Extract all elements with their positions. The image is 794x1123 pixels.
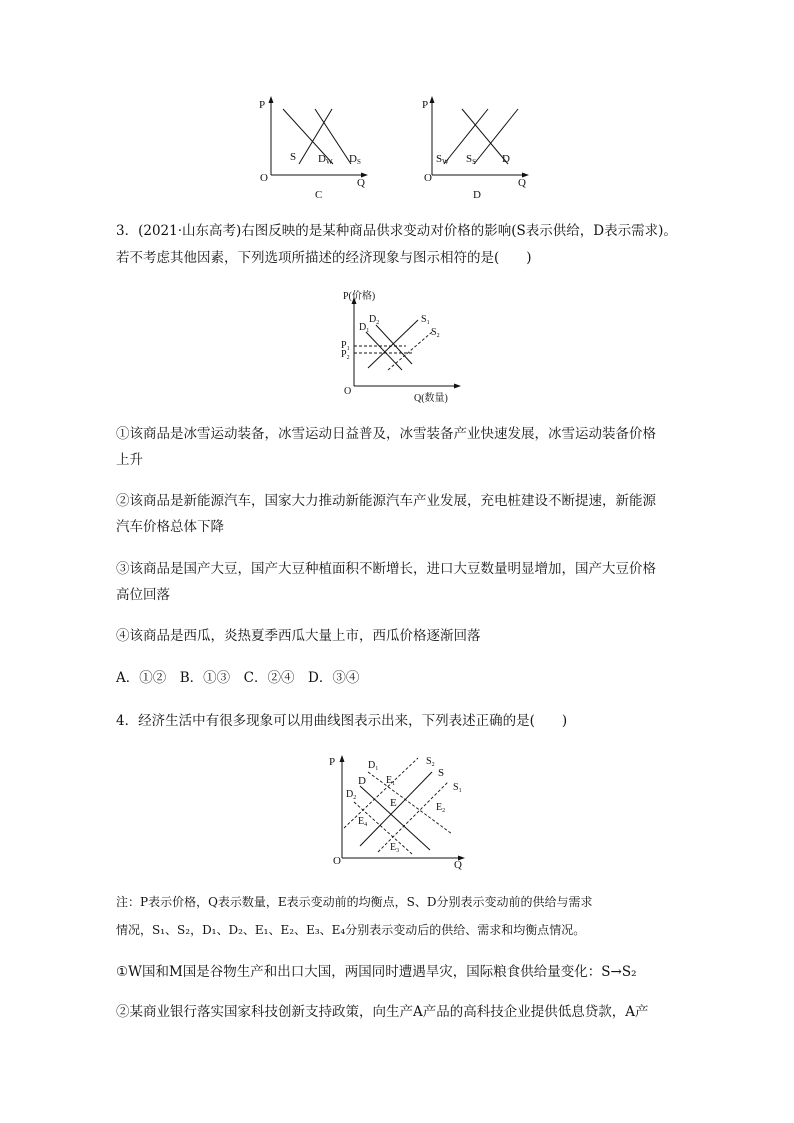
q4-e2-label: $E_2$ xyxy=(436,802,446,814)
q3-option-4: ④该商品是西瓜，炎热夏季西瓜大量上市，西瓜价格逐渐回落 xyxy=(116,628,481,644)
graph-d-ss-label: SS xyxy=(466,153,477,166)
q3-option-1-line2: 上升 xyxy=(116,452,143,468)
q3-d2-label: $D_2$ xyxy=(369,314,380,326)
q4-p-label: P xyxy=(329,756,336,768)
q3-choices: A．①② B．①③ C．②④ D．③④ xyxy=(116,670,360,686)
q4-item-2: ②某商业银行落实国家科技创新支持政策，向生产A产品的高科技企业提供低息贷款，A产 xyxy=(116,1004,649,1020)
graph-d-y-arrow xyxy=(430,96,435,103)
q3-option-3-line2: 高位回落 xyxy=(116,587,170,603)
graph-d-o-label: O xyxy=(424,172,432,184)
q3-o-label: O xyxy=(344,386,352,397)
graph-c-y-arrow xyxy=(269,96,274,103)
q4-graph xyxy=(322,750,472,872)
q4-d1-label: $D_1$ xyxy=(368,760,379,772)
q3-s2-label: $S_2$ xyxy=(431,327,440,339)
q4-y-arrow xyxy=(340,755,345,762)
graph-c xyxy=(255,95,375,200)
q3-s2-line xyxy=(388,332,432,370)
q4-e4-label: $E_4$ xyxy=(358,816,368,828)
graph-d xyxy=(416,95,536,200)
graph-c-s-label: S xyxy=(290,151,297,163)
q3-p1-label: $P_1$ xyxy=(341,340,350,352)
graph-c-q-label: Q xyxy=(357,177,365,189)
q4-demand-line xyxy=(360,786,430,850)
q3-p2-label: $P_2$ xyxy=(341,349,350,361)
q4-q-label: Q xyxy=(454,859,462,871)
graph-d-caption: D xyxy=(473,189,481,201)
q3-stem-line1: 3．(2021·山东高考)右图反映的是某种商品供求变动对价格的影响(S表示供给，D表示需求)。 xyxy=(116,223,677,239)
graph-d-supply-s-line xyxy=(474,109,518,164)
q3-option-1-line1: ①该商品是冰雪运动装备，冰雪运动日益普及，冰雪装备产业快速发展，冰雪运动装备价格 xyxy=(116,426,656,442)
q4-stem: 4．经济生活中有很多现象可以用曲线图表示出来，下列表述正确的是( ) xyxy=(116,713,568,729)
graph-d-q-label: Q xyxy=(518,177,526,189)
q4-d2-line xyxy=(354,802,412,854)
q3-graph xyxy=(330,290,470,405)
graph-c-demand-w-line xyxy=(299,109,332,164)
q4-e1-label: $E_1$ xyxy=(386,775,396,787)
graph-d-p-label: P xyxy=(422,99,429,111)
q3-d1-label: $D_1$ xyxy=(359,322,370,334)
graph-d-sw-label: SW xyxy=(436,153,449,166)
graph-c-dw-label: DW xyxy=(318,153,333,166)
q4-o-label: O xyxy=(333,855,341,867)
q4-item-1: ①W国和M国是谷物生产和出口大国，两国同时遭遇旱灾，国际粮食供给量变化：S→S₂ xyxy=(116,964,637,980)
graph-d-d-label: D xyxy=(502,153,510,165)
graph-c-ds-label: DS xyxy=(349,153,361,166)
q4-note-line1: 注：P表示价格，Q表示数量，E表示变动前的均衡点，S、D分别表示变动前的供给与需求 xyxy=(116,895,593,909)
q4-s2-line xyxy=(344,758,418,828)
q3-option-2-line1: ②该商品是新能源汽车，国家大力推动新能源汽车产业发展，充电桩建设不断提速，新能源 xyxy=(116,493,656,509)
q3-stem-line2: 若不考虑其他因素，下列选项所描述的经济现象与图示相符的是( ) xyxy=(116,250,532,266)
q4-s-label: S xyxy=(438,767,445,779)
q3-q-label: Q(数量) xyxy=(414,393,448,404)
q4-e-label: E xyxy=(390,797,397,809)
q3-option-2-line2: 汽车价格总体下降 xyxy=(116,519,224,535)
q3-x-arrow xyxy=(454,384,461,389)
graph-c-p-label: P xyxy=(259,99,266,111)
q4-d2-label: $D_2$ xyxy=(346,789,357,801)
q4-note-line2: 情况，S₁、S₂，D₁、D₂、E₁、E₂、E₃、E₄分别表示变动后的供给、需求和均衡点情况。 xyxy=(116,923,586,937)
graph-c-caption: C xyxy=(315,189,323,201)
graph-c-o-label: O xyxy=(260,172,268,184)
q4-s2-label: $S_2$ xyxy=(426,756,435,768)
q4-s1-label: $S_1$ xyxy=(453,782,462,794)
q3-option-3-line1: ③该商品是国产大豆，国产大豆种植面积不断增长，进口大豆数量明显增加，国产大豆价格 xyxy=(116,561,656,577)
q3-s1-label: $S_1$ xyxy=(421,314,430,326)
q3-p-label: P(价格) xyxy=(343,291,376,302)
q4-e3-label: $E_3$ xyxy=(390,842,400,854)
q4-d-label: D xyxy=(358,775,366,787)
